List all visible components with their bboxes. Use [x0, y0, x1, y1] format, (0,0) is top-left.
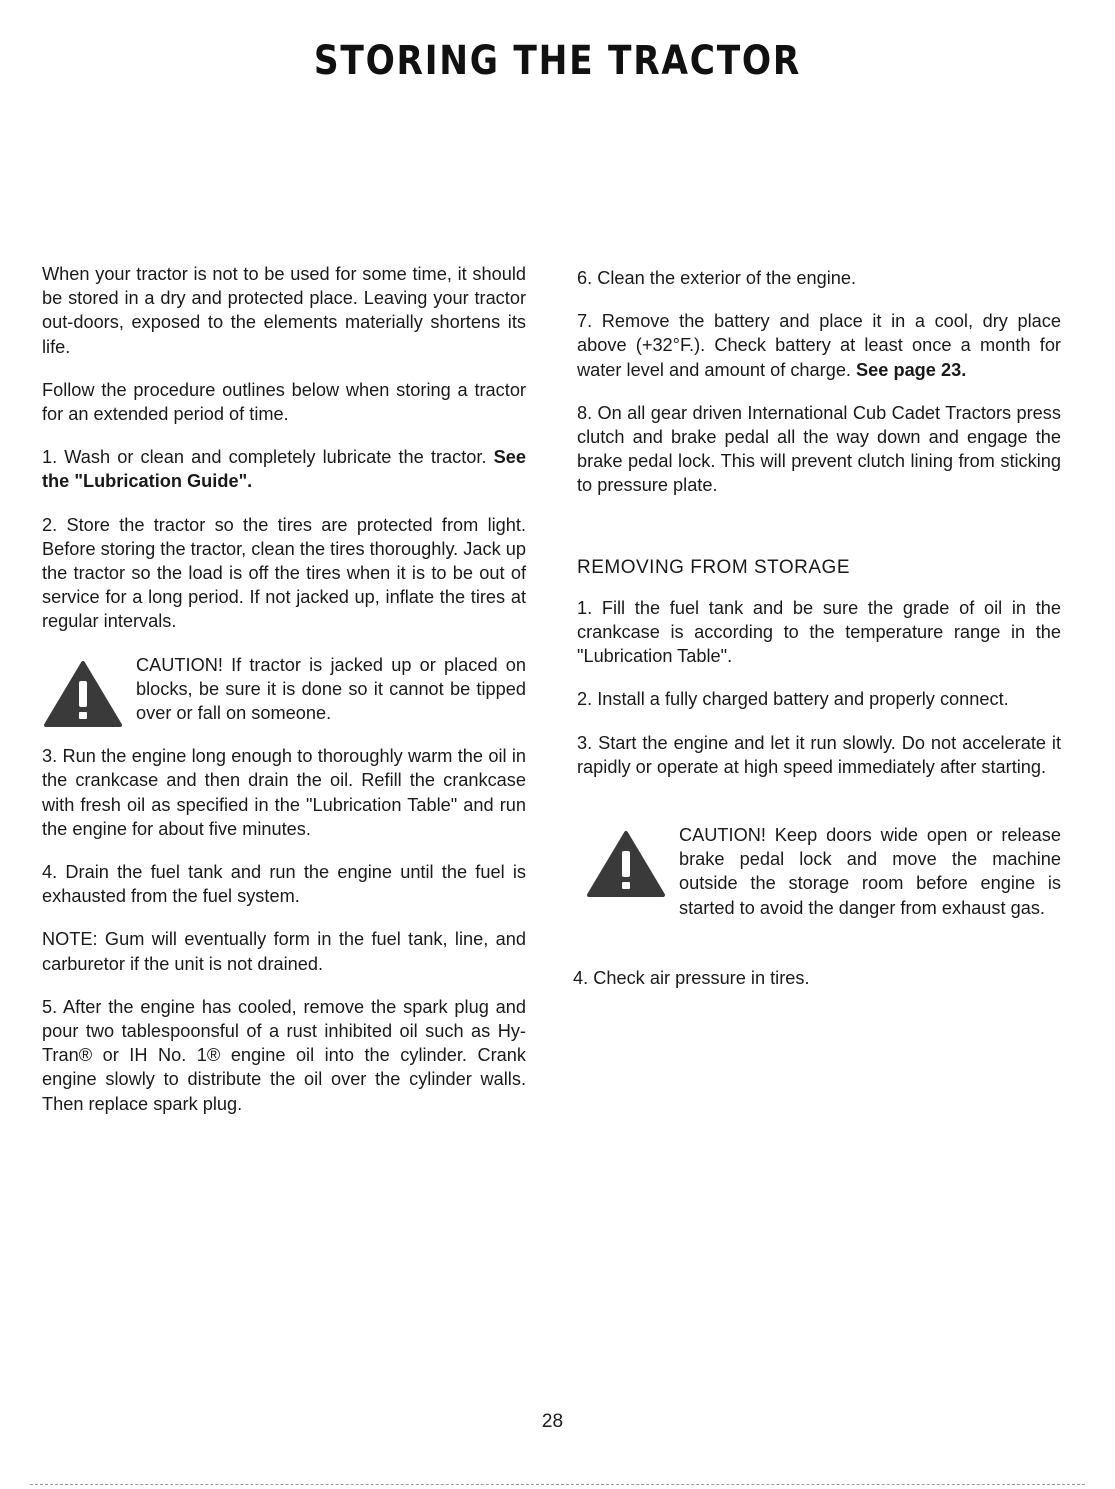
note: NOTE: Gum will eventually form in the fuel tank, line, and carburetor if the unit is not drained.: [42, 929, 526, 974]
page-number: 28: [541, 1411, 564, 1432]
step-6: 6. Clean the exterior of the engine.: [577, 268, 857, 288]
step-8: 8. On all gear driven International Cub Cadet Tractors press clutch and brake pedal all the way down and engage the brake pedal lock. This will prevent clutch lining from sticking to pressure plate.: [577, 402, 1061, 496]
removal-step-2: 2. Install a fully charged battery and properly connect.: [577, 689, 1009, 710]
caution-exhaust: [577, 823, 1061, 920]
step-7-text: 7. Remove the battery and place it in a cool, dry place above (+32°F.). Check battery at least once a month for water level and amount of charge.: [577, 311, 1061, 380]
page-title: STORING THE TRACTOR: [313, 38, 802, 84]
step-5: 5. After the engine has cooled, remove the spark plug and pour two tablespoonsful of a rust inhibited oil such as Hy-Tran® or IH No. 1® engine oil into the cylinder. Crank engine slowly to distribute the oil over the cylinder walls. Then replace spark plug.: [42, 996, 526, 1114]
bottom-rule: [30, 1484, 1085, 1485]
warning-triangle-icon: [585, 829, 667, 899]
step-1: [42, 445, 526, 493]
section-heading: REMOVING FROM STORAGE: [577, 556, 851, 578]
step-1-text: 1. Wash or clean and completely lubricate the tractor.: [42, 447, 494, 468]
step-3: 3. Run the engine long enough to thoroughly warm the oil in the crankcase and then drain the oil. Refill the crankcase with fresh oil as specified in the "Lubrication Table" and run the engine for about five minutes.: [42, 746, 526, 839]
removal-step-4: 4. Check air pressure in tires.: [573, 967, 810, 988]
caution-text: CAUTION! If tractor is jacked up or placed on blocks, be sure it is done so it cannot be tipped over or fall on someone.: [136, 654, 526, 724]
intro-paragraph: When your tractor is not to be used for some time, it should be stored in a dry and protected place. Leaving your tractor out-doors, exposed to the elements materially shortens its life.: [42, 264, 526, 357]
page-reference: See page 23.: [856, 359, 967, 380]
caution-text: CAUTION! Keep doors wide open or release brake pedal lock and move the machine outside the storage room before engine is started to avoid the danger from exhaust gas.: [679, 825, 1061, 918]
caution-jacked-up: [42, 653, 526, 726]
right-column: [573, 266, 1061, 1009]
lubrication-guide-reference: See the "Lubrication Guide".: [42, 447, 526, 492]
left-column: [42, 262, 526, 1135]
step-4: 4. Drain the fuel tank and run the engine until the fuel is exhausted from the fuel system.: [42, 862, 526, 907]
step-2: 2. Store the tractor so the tires are protected from light. Before storing the tractor, clean the tires thoroughly. Jack up the tractor so the load is off the tires when it is to be out of service for a long period. If not jacked up, inflate the tires at regular intervals.: [42, 514, 526, 632]
step-7: [577, 309, 1061, 382]
procedure-intro: Follow the procedure outlines below when storing a tractor for an extended period of time.: [42, 379, 526, 425]
removal-step-3: 3. Start the engine and let it run slowly. Do not accelerate it rapidly or operate at high speed immediately after starting.: [577, 732, 1061, 777]
warning-triangle-icon: [42, 659, 124, 729]
removal-step-1: 1. Fill the fuel tank and be sure the grade of oil in the crankcase is according to the temperature range in the "Lubrication Table".: [577, 597, 1061, 667]
